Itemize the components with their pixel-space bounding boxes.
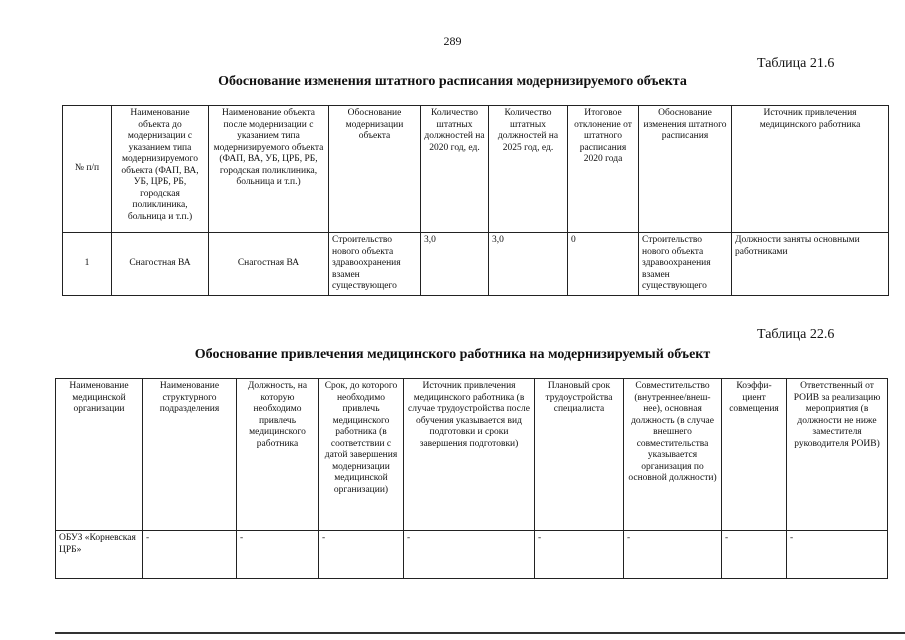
table2-header-cell: Коэффи-циент совмещения <box>722 379 787 531</box>
table2-cell: ОБУЗ «Корневская ЦРБ» <box>56 531 143 579</box>
table2-cell: - <box>535 531 624 579</box>
table2-cell: - <box>404 531 535 579</box>
table1-cell: Снагостная ВА <box>209 233 329 296</box>
table2-label: Таблица 22.6 <box>757 327 835 342</box>
page-bottom-rule <box>55 632 905 634</box>
table2-cell: - <box>237 531 319 579</box>
table2-cell: - <box>787 531 888 579</box>
table1-header-cell: Наименование объекта до модернизации с указанием типа модернизируемого объекта (ФАП, ВА, УБ, ЦРБ, РБ, городская поликлиника, больница и т.п.) <box>112 106 209 233</box>
table1-header-cell: № п/п <box>63 106 112 233</box>
table1-header-row <box>63 106 889 233</box>
table1-header-cell: Количество штатных должностей на 2020 год, ед. <box>421 106 489 233</box>
table1-cell: Строительство нового объекта здравоохранения взамен существующего <box>329 233 421 296</box>
table2-header-cell: Наименование медицинской организации <box>56 379 143 531</box>
table1-cell: Снагостная ВА <box>112 233 209 296</box>
table-row <box>63 233 889 296</box>
table1-cell: Строительство нового объекта здравоохранения взамен существующего <box>639 233 732 296</box>
table2-header-cell: Должность, на которую необходимо привлечь медицинского работника <box>237 379 319 531</box>
table1-header-cell: Количество штатных должностей на 2025 год, ед. <box>489 106 568 233</box>
table1-header-cell: Обоснование модернизации объекта <box>329 106 421 233</box>
table1-cell: 3,0 <box>421 233 489 296</box>
table2-header-cell: Совместительство (внутреннее/внеш-нее), основная должность (в случае внешнего совместительства указывается организация по основной должности) <box>624 379 722 531</box>
table2 <box>55 378 888 579</box>
table2-cell: - <box>143 531 237 579</box>
table1-label: Таблица 21.6 <box>757 56 835 71</box>
table2-header-cell: Ответственный от РОИВ за реализацию мероприятия (в должности не ниже заместителя руководителя РОИВ) <box>787 379 888 531</box>
page-number: 289 <box>443 34 462 48</box>
table2-cell: - <box>319 531 404 579</box>
table1-header-cell: Обоснование изменения штатного расписания <box>639 106 732 233</box>
table1-header-cell: Итоговое отклонение от штатного расписания 2020 года <box>568 106 639 233</box>
table1-header-cell: Источник привлечения медицинского работника <box>732 106 889 233</box>
table2-header-row <box>56 379 888 531</box>
table1-title: Обоснование изменения штатного расписания модернизируемого объекта <box>218 74 687 89</box>
table1 <box>62 105 889 296</box>
table2-header-cell: Плановый срок трудоустройства специалиста <box>535 379 624 531</box>
table2-cell: - <box>722 531 787 579</box>
table2-header-cell: Наименование структурного подразделения <box>143 379 237 531</box>
table1-header-cell: Наименование объекта после модернизации с указанием типа модернизируемого объекта (ФАП, ВА, УБ, ЦРБ, РБ, городская поликлиника, больница и т.п.) <box>209 106 329 233</box>
table2-header-cell: Источник привлечения медицинского работника (в случае трудоустройства после обучения указывается вид подготовки и сроки завершения подготовки) <box>404 379 535 531</box>
table1-cell: Должности заняты основными работниками <box>732 233 889 296</box>
table2-cell: - <box>624 531 722 579</box>
table-row <box>56 531 888 579</box>
table1-cell: 1 <box>63 233 112 296</box>
table1-cell: 3,0 <box>489 233 568 296</box>
table2-header-cell: Срок, до которого необходимо привлечь медицинского работника (в соответствии с датой завершения модернизации медицинской организации) <box>319 379 404 531</box>
table2-title: Обоснование привлечения медицинского работника на модернизируемый объект <box>194 347 711 362</box>
table1-cell: 0 <box>568 233 639 296</box>
